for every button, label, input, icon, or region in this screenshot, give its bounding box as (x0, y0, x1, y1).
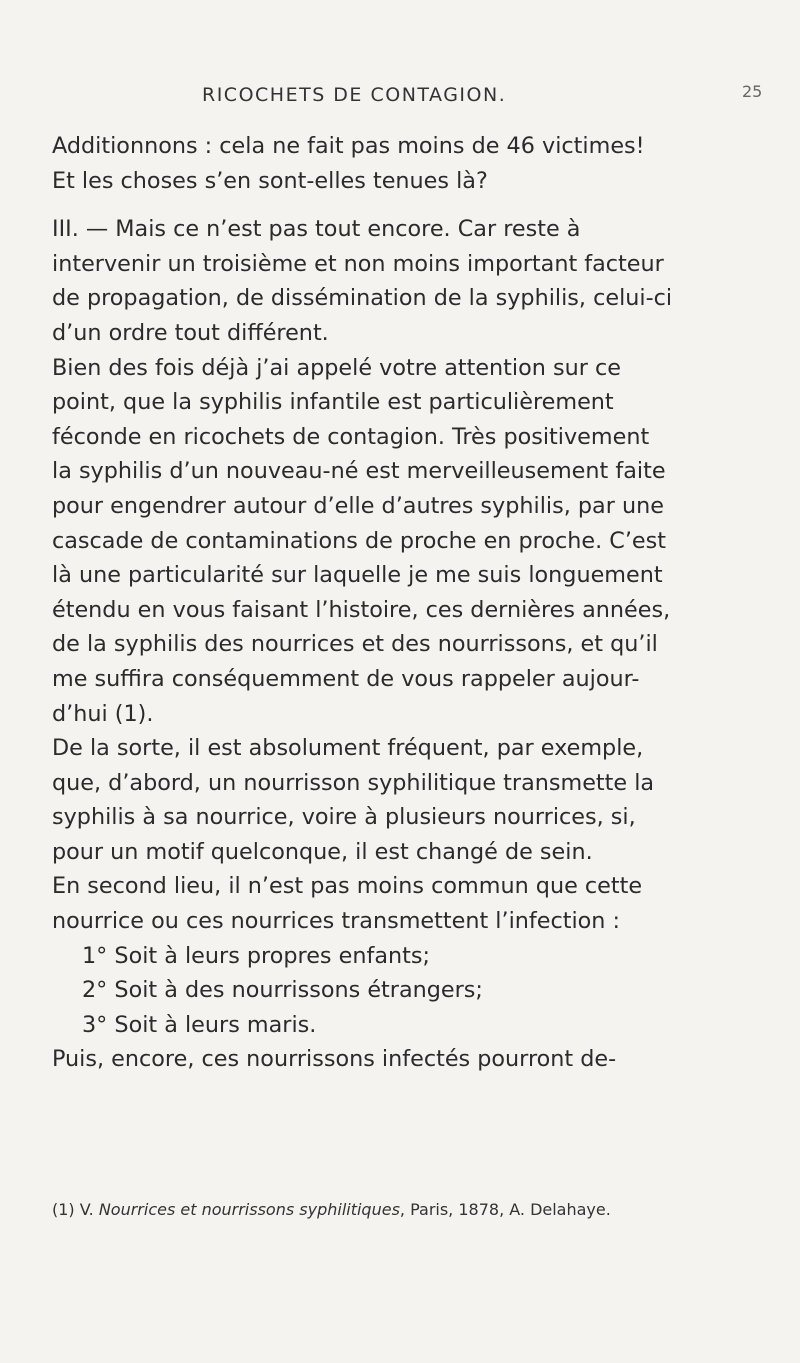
text-line: intervenir un troisième et non moins important facteur (52, 250, 664, 277)
list-item: 1° Soit à leurs propres enfants; (82, 942, 430, 969)
text-line: féconde en ricochets de contagion. Très positivement (52, 423, 650, 450)
footnote (52, 1200, 780, 1219)
paragraph (52, 212, 780, 350)
text-line: là une particularité sur laquelle je me suis longuement (52, 562, 663, 589)
text-line: En second lieu, il n’est pas moins commun que cette (52, 873, 643, 900)
text-line: que, d’abord, un nourrisson syphilitique transmette la (52, 769, 655, 796)
running-title: RICOCHETS DE CONTAGION. (202, 84, 507, 106)
list-item: 3° Soit à leurs maris. (82, 1011, 317, 1038)
text-line: pour un motif quelconque, il est changé de sein. (52, 838, 593, 865)
text-line: nourrice ou ces nourrices transmettent l’infection : (52, 908, 621, 935)
text-line: syphilis à sa nourrice, voire à plusieurs nourrices, si, (52, 804, 636, 831)
footnote-marker: (1) V. (52, 1200, 94, 1219)
text-line: Bien des fois déjà j’ai appelé votre attention sur ce (52, 354, 621, 381)
paragraph (52, 129, 780, 198)
text-line: étendu en vous faisant l’histoire, ces dernières années, (52, 596, 671, 623)
paragraph (52, 731, 780, 869)
text-line: me suffira conséquemment de vous rappeler aujour- (52, 665, 640, 692)
body-text (52, 129, 780, 1077)
footnote-rest: , Paris, 1878, A. Delahaye. (399, 1200, 611, 1219)
text-line: Additionnons : cela ne fait pas moins de 46 victimes! (52, 133, 645, 159)
text-line: De la sorte, il est absolument fréquent, par exemple, (52, 735, 644, 762)
paragraph-gap (52, 198, 780, 212)
paragraph (52, 869, 780, 938)
text-line: d’hui (1). (52, 700, 154, 727)
closing-line: Puis, encore, ces nourrissons infectés pourront de- (52, 1046, 617, 1073)
footnote-title: Nourrices et nourrissons syphilitiques (98, 1200, 400, 1219)
paragraph (52, 351, 780, 732)
text-line: de propagation, de dissémination de la syphilis, celui-ci (52, 285, 673, 312)
text-line: III. — Mais ce n’est pas tout encore. Car reste à (52, 216, 581, 243)
text-line: cascade de contaminations de proche en proche. C’est (52, 527, 666, 554)
list-item: 2° Soit à des nourrissons étrangers; (82, 977, 483, 1004)
running-header (0, 84, 800, 114)
text-line: de la syphilis des nourrices et des nourrissons, et qu’il (52, 631, 658, 658)
enumerated-list (52, 939, 780, 1043)
text-line: d’un ordre tout différent. (52, 319, 329, 346)
page-number: 25 (742, 82, 763, 101)
text-line: point, que la syphilis infantile est particulièrement (52, 389, 614, 416)
text-line: la syphilis d’un nouveau-né est merveilleusement faite (52, 458, 666, 485)
text-line: Et les choses s’en sont-elles tenues là? (52, 167, 488, 194)
text-line: pour engendrer autour d’elle d’autres syphilis, par une (52, 492, 664, 519)
